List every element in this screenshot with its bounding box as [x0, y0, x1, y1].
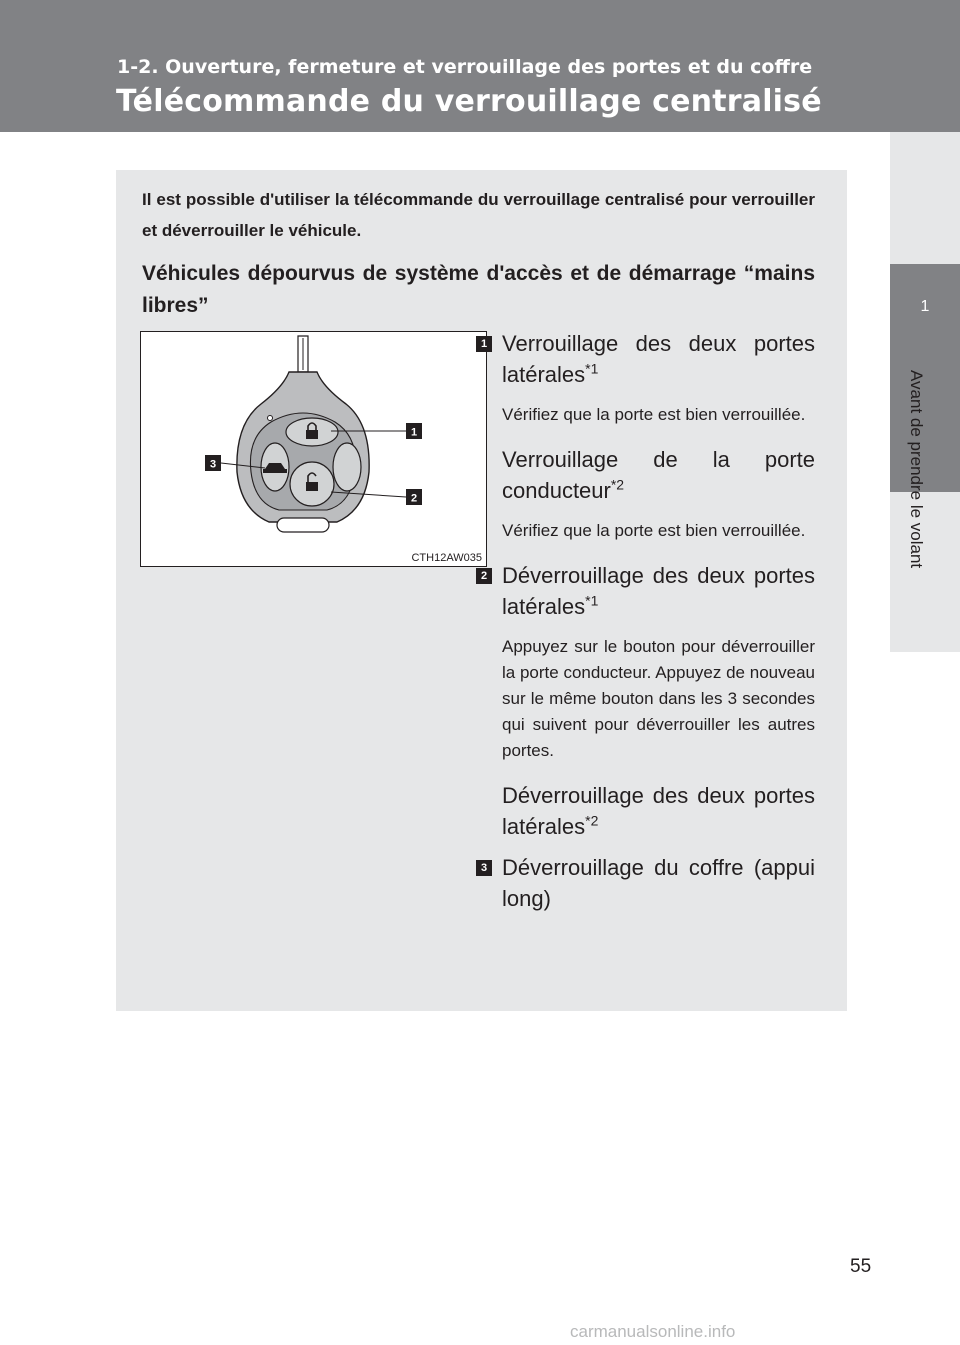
- button-description-list: [480, 328, 815, 914]
- figure-code: CTH12AW035: [411, 552, 482, 564]
- list-item: [480, 328, 815, 428]
- item-title: [502, 780, 815, 842]
- item-title-text: Verrouillage de la porte conducteur: [502, 447, 815, 503]
- section-title: 1-2. Ouverture, fermeture et verrouillage des portes et du coffre: [117, 56, 813, 78]
- item-note: Appuyez sur le bouton pour déverrouiller la porte conducteur. Appuyez de nouveau sur le même bouton dans les 3 secondes qui suivent pour déverrouiller les autres portes.: [502, 637, 815, 760]
- item-title-text: Déverrouillage des deux portes latérales: [502, 783, 815, 839]
- callout-label-2: 2: [410, 492, 418, 505]
- item-title: [502, 444, 815, 506]
- item-footnote-ref: *1: [585, 360, 599, 377]
- item-badge: 3: [476, 860, 492, 876]
- item-badge: 1: [476, 336, 492, 352]
- item-title: [502, 852, 815, 914]
- list-item: [502, 780, 815, 852]
- key-remote-illustration: [140, 331, 487, 567]
- item-title-text: Déverrouillage des deux portes latérales: [502, 563, 815, 619]
- panic-button: [333, 443, 361, 491]
- watermark: carmanualsonline.info: [570, 1322, 736, 1341]
- list-item: [502, 444, 815, 544]
- item-title-text: Déverrouillage du coffre (appui long): [502, 855, 815, 911]
- list-item: [480, 560, 815, 764]
- key-remote-drawing: [141, 332, 486, 566]
- led-icon: [268, 416, 273, 421]
- item-footnote-ref: *1: [585, 592, 599, 609]
- list-item: [480, 852, 815, 914]
- content-box: [116, 170, 847, 1011]
- item-note: Vérifiez que la porte est bien verrouillée.: [502, 521, 806, 540]
- car-trunk-icon-body: [263, 469, 287, 473]
- callout-label-3: 3: [209, 458, 217, 471]
- page-number: 55: [850, 1256, 872, 1277]
- key-ring-hole: [277, 518, 329, 532]
- item-title: [502, 328, 815, 390]
- item-badge: 2: [476, 568, 492, 584]
- page-header: [0, 0, 960, 132]
- lock-icon-body: [306, 430, 318, 439]
- item-title: [502, 560, 815, 622]
- callout-label-1: 1: [410, 426, 418, 439]
- item-footnote-ref: *2: [585, 812, 599, 829]
- chapter-label: Avant de prendre le volant: [907, 370, 926, 569]
- intro-text: Il est possible d'utiliser la télécommande du verrouillage centralisé pour verrouiller et déverrouiller le véhicule.: [142, 190, 815, 240]
- unlock-icon-body: [306, 482, 318, 491]
- page-title: Télécommande du verrouillage centralisé: [116, 84, 822, 119]
- subtitle: Véhicules dépourvus de système d'accès et de démarrage “mains libres”: [142, 262, 815, 317]
- chapter-number: 1: [920, 298, 930, 315]
- item-footnote-ref: *2: [610, 476, 625, 493]
- item-title-text: Verrouillage des deux portes latérales: [502, 331, 815, 387]
- item-note: Vérifiez que la porte est bien verrouillée.: [502, 405, 806, 424]
